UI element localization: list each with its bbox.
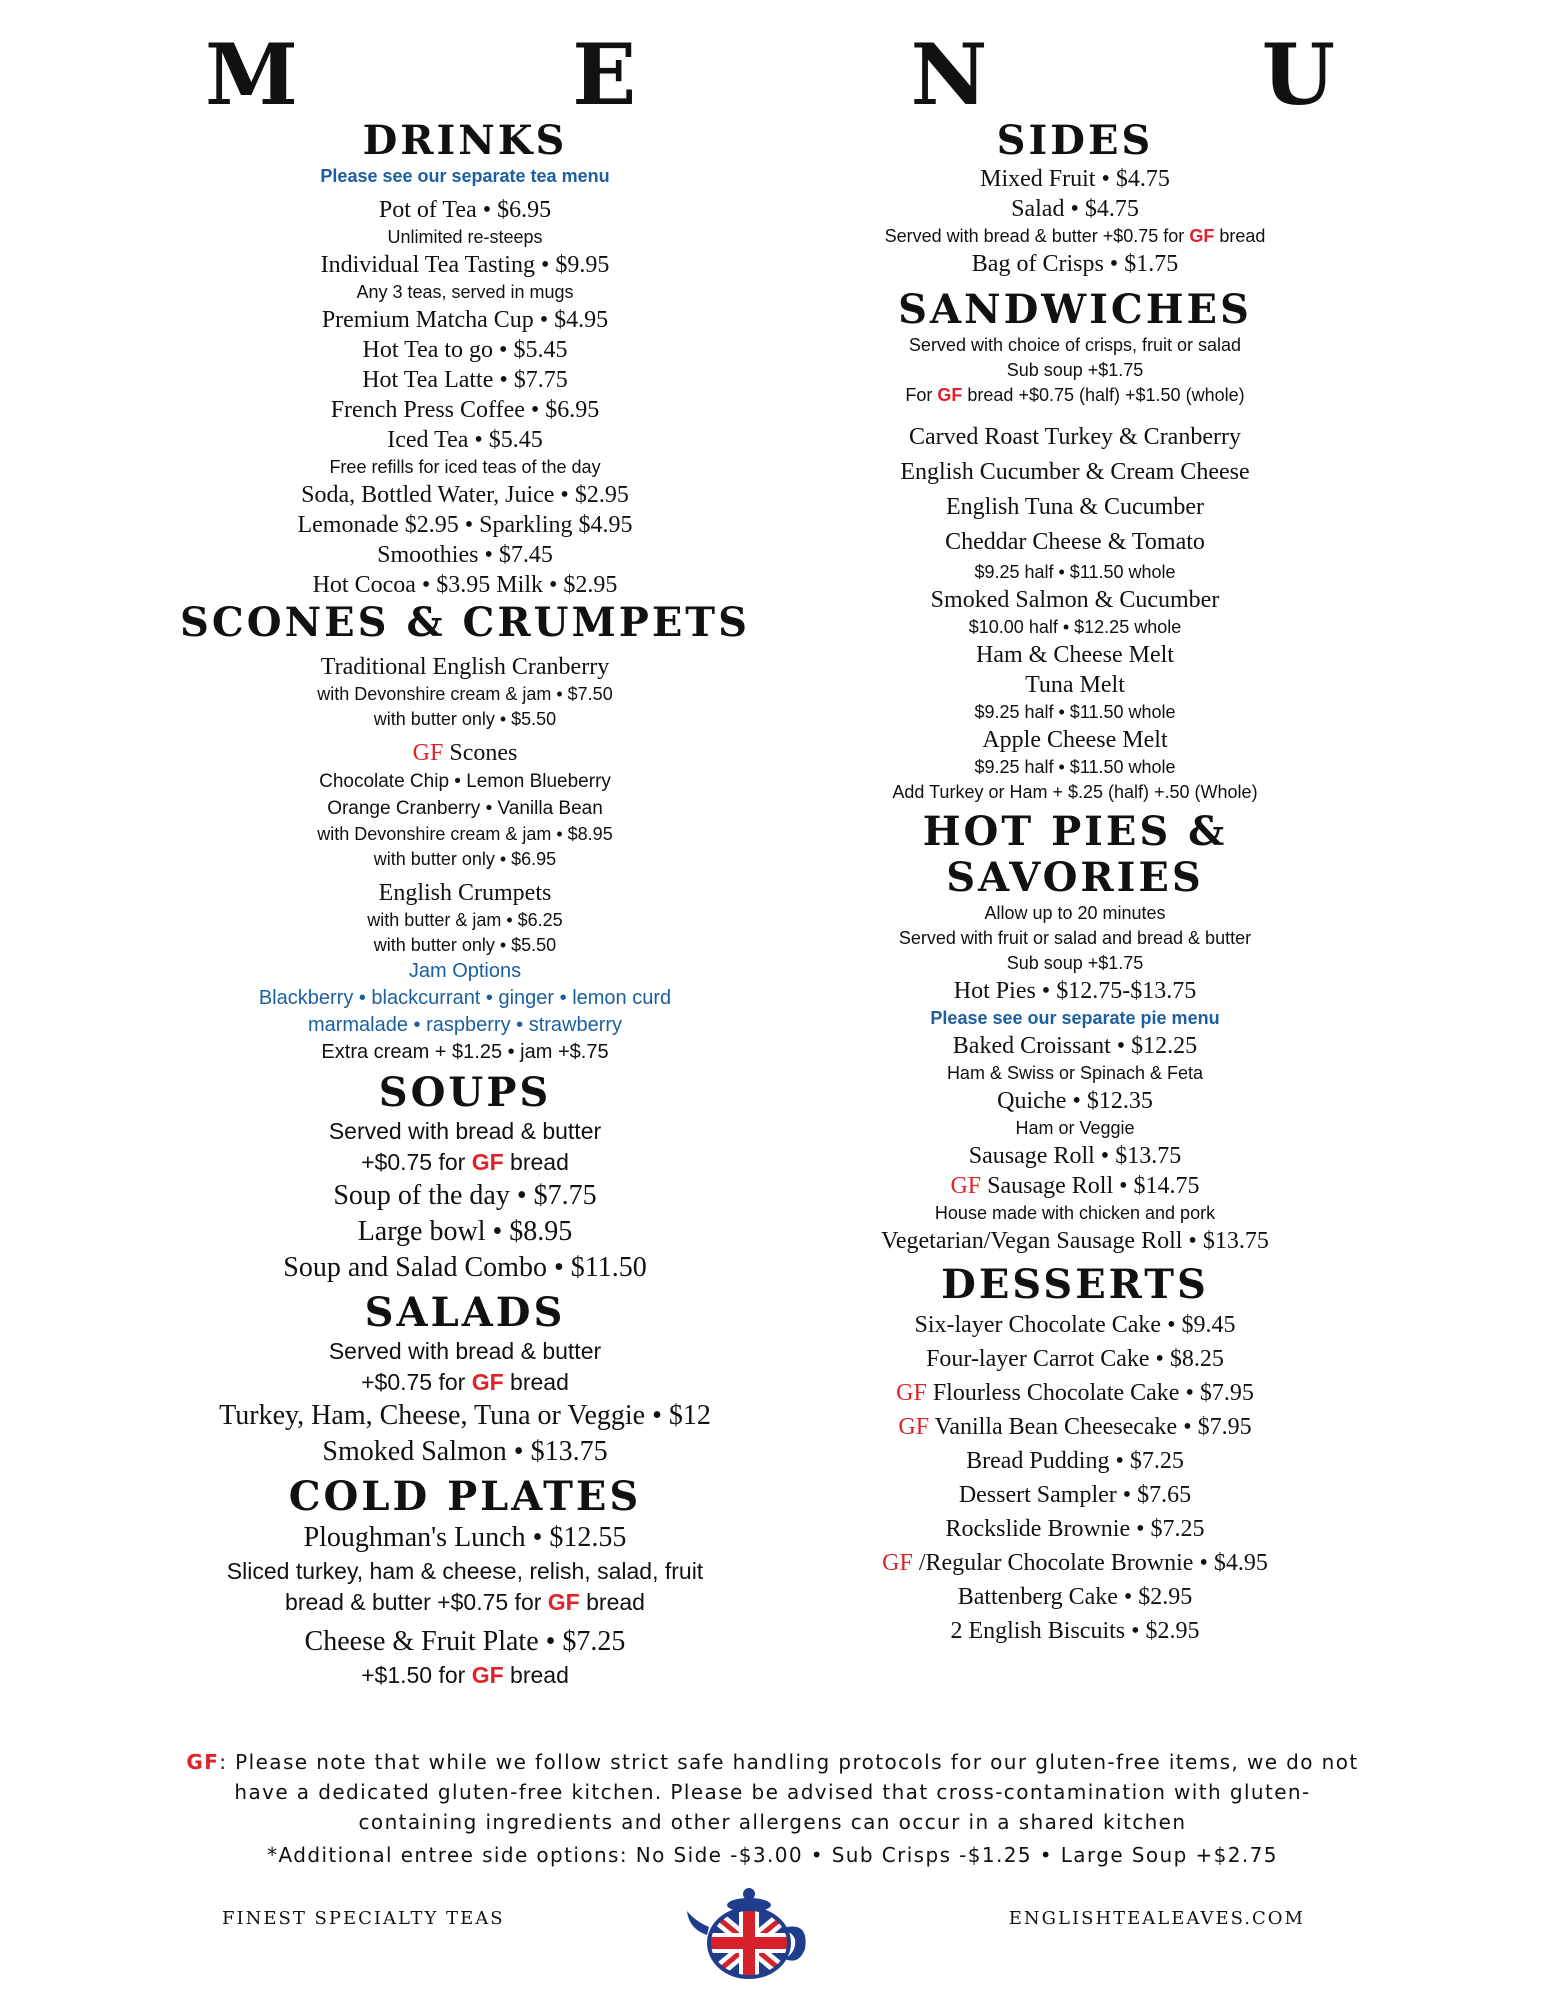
quiche: Quiche • $12.35: [997, 1088, 1153, 1114]
smoothies: Smoothies • $7.45: [377, 542, 553, 568]
soups-section: [175, 1070, 755, 1286]
cheese-fruit-plate: Cheese & Fruit Plate • $7.25: [304, 1626, 626, 1657]
cheese-plate-gf: +$1.50 for GF bread: [361, 1662, 569, 1688]
iced-tea-note: Free refills for iced teas of the day: [329, 457, 601, 477]
pie-menu-note: Please see our separate pie menu: [930, 1008, 1220, 1028]
english-crumpets: English Crumpets: [378, 880, 552, 906]
gf-label: GF: [547, 1589, 580, 1615]
tuna-cucumber: English Tuna & Cucumber: [945, 494, 1204, 520]
ploughmans-lunch: Ploughman's Lunch • $12.55: [303, 1522, 627, 1553]
soups-gf-bread: +$0.75 for GF bread: [361, 1149, 569, 1175]
entree-side-options: *Additional entree side options: No Side -$3.00 • Sub Crisps -$1.25 • Large Soup +$2.75: [267, 1843, 1278, 1867]
pies-title: HOT PIES & SAVORIES: [922, 808, 1228, 901]
gf-label: GF: [471, 1149, 504, 1175]
lemonade: Lemonade $2.95 • Sparkling $4.95: [297, 512, 633, 538]
soup-salad-combo: Soup and Salad Combo • $11.50: [283, 1252, 647, 1283]
pot-of-tea: Pot of Tea • $6.95: [378, 197, 552, 223]
gf-label: GF: [937, 385, 963, 405]
gf-sausage-roll: GF Sausage Roll • $14.75: [950, 1173, 1200, 1199]
baked-croissant: Baked Croissant • $12.25: [952, 1033, 1198, 1059]
cheddar-tomato: Cheddar Cheese & Tomato: [945, 529, 1205, 555]
gf-label: GF: [898, 1414, 930, 1440]
vegan-sausage-roll: Vegetarian/Vegan Sausage Roll • $13.75: [881, 1228, 1269, 1254]
dessert-sampler: Dessert Sampler • $7.65: [958, 1482, 1192, 1508]
sides-title: SIDES: [996, 117, 1154, 164]
sandwich-note-1: Served with choice of crisps, fruit or salad: [908, 335, 1242, 355]
jam-options-title: Jam Options: [408, 960, 522, 982]
gf-label: GF: [412, 740, 444, 766]
ploughman-desc: Sliced turkey, ham & cheese, relish, salad, fruit: [226, 1558, 704, 1584]
salads-title: SALADS: [364, 1289, 566, 1336]
gf-label: GF: [896, 1380, 927, 1406]
desserts-section: [800, 1262, 1350, 1648]
pies-note-2: Served with fruit or salad and bread & butter: [898, 928, 1252, 948]
sandwich-note-3: For GF bread +$0.75 (half) +$1.50 (whole): [905, 385, 1245, 405]
menu-letter-e: E: [572, 25, 637, 124]
cheesecake: GF Vanilla Bean Cheesecake • $7.95: [898, 1414, 1252, 1440]
pot-of-tea-note: Unlimited re-steeps: [387, 227, 543, 247]
hot-tea-to-go: Hot Tea to go • $5.45: [362, 337, 568, 363]
jam-list-2: marmalade • raspberry • strawberry: [307, 1014, 623, 1036]
cranberry-butter-price: with butter only • $5.50: [373, 709, 557, 729]
drinks-section: [175, 118, 755, 600]
gf-cream-price: with Devonshire cream & jam • $8.95: [317, 824, 613, 844]
chocolate-cake: Six-layer Chocolate Cake • $9.45: [914, 1312, 1236, 1338]
soups-served: Served with bread & butter: [328, 1118, 602, 1144]
sausage-roll: Sausage Roll • $13.75: [968, 1143, 1182, 1169]
tea-tasting-note: Any 3 teas, served in mugs: [356, 282, 574, 302]
menu-letter-n: N: [910, 25, 988, 124]
tea-tasting: Individual Tea Tasting • $9.95: [320, 252, 610, 278]
smoked-salmon-cucumber: Smoked Salmon & Cucumber: [930, 587, 1220, 613]
hot-cocoa: Hot Cocoa • $3.95 Milk • $2.95: [312, 572, 618, 598]
cranberry-cream-price: with Devonshire cream & jam • $7.50: [317, 684, 613, 704]
cold-plates-title: COLD PLATES: [288, 1473, 642, 1520]
apple-cheese-melt: Apple Cheese Melt: [982, 727, 1168, 753]
pies-note-3: Sub soup +$1.75: [1006, 953, 1144, 973]
scones-section: [175, 600, 755, 1066]
menu-letter-u: U: [1261, 25, 1335, 124]
footer-website[interactable]: ENGLISHTEALEAVES.COM: [1008, 1908, 1305, 1929]
mixed-fruit: Mixed Fruit • $4.75: [980, 166, 1170, 192]
sandwich-price-4: $9.25 half • $11.50 whole: [974, 757, 1176, 777]
gf-butter-price: with butter only • $6.95: [373, 849, 557, 869]
jam-list-1: Blackberry • blackcurrant • ginger • lemon curd: [258, 987, 672, 1009]
gf-scones: [175, 738, 755, 768]
sandwiches-title: SANDWICHES: [898, 286, 1252, 333]
disclaimer-text: : Please note that while we follow strict safe handling protocols for our gluten-free items, we do not have a dedicated gluten-free kitchen. Please be advised that cross-contamination with gluten-containing ingredients and other allergens can occur in a shared kitchen: [219, 1750, 1359, 1834]
sandwich-price-3: $9.25 half • $11.50 whole: [974, 702, 1176, 722]
extra-cream-jam: Extra cream + $1.25 • jam +$.75: [321, 1041, 609, 1063]
rockslide-brownie: Rockslide Brownie • $7.25: [945, 1516, 1205, 1542]
menu-title: [205, 25, 1335, 124]
sandwich-price-1: $9.25 half • $11.50 whole: [974, 562, 1176, 582]
crumpets-jam-price: with butter & jam • $6.25: [367, 910, 563, 930]
english-biscuits: 2 English Biscuits • $2.95: [950, 1618, 1200, 1644]
battenberg-cake: Battenberg Cake • $2.95: [957, 1584, 1193, 1610]
desserts-title: DESSERTS: [941, 1261, 1209, 1308]
soups-title: SOUPS: [378, 1069, 552, 1116]
iced-tea: Iced Tea • $5.45: [387, 427, 543, 453]
pies-section: [800, 809, 1350, 1256]
gf-disclaimer: [180, 1747, 1365, 1837]
turkey-cranberry: Carved Roast Turkey & Cranberry: [909, 424, 1241, 450]
right-column: [800, 118, 1350, 1648]
gf-label: GF: [1189, 226, 1215, 246]
bread-pudding: Bread Pudding • $7.25: [966, 1448, 1184, 1474]
gf-label: GF: [950, 1173, 982, 1199]
sandwich-price-2: $10.00 half • $12.25 whole: [968, 617, 1182, 637]
footer-tagline: FINEST SPECIALTY TEAS: [222, 1908, 505, 1929]
tea-menu-note: Please see our separate tea menu: [320, 166, 610, 186]
chocolate-brownie: GF /Regular Chocolate Brownie • $4.95: [882, 1550, 1268, 1576]
sides-section: [800, 118, 1350, 279]
ploughman-bread: bread & butter +$0.75 for GF bread: [285, 1589, 645, 1615]
left-column: [175, 118, 755, 1691]
sandwich-add-on: Add Turkey or Ham + $.25 (half) +.50 (Whole): [892, 782, 1258, 802]
soup-of-the-day: Soup of the day • $7.75: [333, 1180, 597, 1211]
tuna-melt: Tuna Melt: [1025, 672, 1125, 698]
side-salad-note: Served with bread & butter +$0.75 for GF bread: [884, 226, 1266, 246]
pies-note-1: Allow up to 20 minutes: [984, 903, 1166, 923]
scones-title: SCONES & CRUMPETS: [180, 599, 750, 646]
bag-of-crisps: Bag of Crisps • $1.75: [971, 251, 1179, 277]
cranberry-scone: Traditional English Cranberry: [320, 654, 610, 680]
salad-options: Turkey, Ham, Cheese, Tuna or Veggie • $12: [219, 1400, 711, 1431]
gf-label: GF: [186, 1750, 220, 1774]
sandwich-note-2: Sub soup +$1.75: [1006, 360, 1144, 380]
matcha-cup: Premium Matcha Cup • $4.95: [321, 307, 609, 333]
ham-cheese-melt: Ham & Cheese Melt: [976, 642, 1174, 668]
gf-scones-label: Scones: [443, 740, 518, 766]
drinks-title: DRINKS: [362, 117, 568, 164]
side-salad: Salad • $4.75: [1011, 196, 1139, 222]
gf-label: GF: [471, 1662, 504, 1688]
hot-pies: Hot Pies • $12.75-$13.75: [953, 978, 1197, 1004]
sausage-note: House made with chicken and pork: [934, 1203, 1216, 1223]
salads-served: Served with bread & butter: [328, 1338, 602, 1364]
smoked-salmon-salad: Smoked Salmon • $13.75: [322, 1436, 608, 1467]
gf-flavors-1: Chocolate Chip • Lemon Blueberry: [319, 771, 611, 792]
menu-letter-m: M: [205, 25, 298, 124]
croissant-note: Ham & Swiss or Spinach & Feta: [946, 1063, 1204, 1083]
cold-plates-section: [175, 1474, 755, 1691]
carrot-cake: Four-layer Carrot Cake • $8.25: [926, 1346, 1224, 1372]
soda: Soda, Bottled Water, Juice • $2.95: [301, 482, 629, 508]
salads-section: [175, 1290, 755, 1470]
large-bowl: Large bowl • $8.95: [357, 1216, 573, 1247]
french-press: French Press Coffee • $6.95: [330, 397, 600, 423]
gf-label: GF: [882, 1550, 913, 1576]
gf-flavors-2: Orange Cranberry • Vanilla Bean: [327, 798, 603, 819]
cucumber-cream-cheese: English Cucumber & Cream Cheese: [900, 459, 1250, 485]
union-jack-teapot-icon: [685, 1877, 813, 1987]
gf-label: GF: [471, 1369, 504, 1395]
flourless-cake: GF Flourless Chocolate Cake • $7.95: [896, 1380, 1254, 1406]
crumpets-butter-price: with butter only • $5.50: [373, 935, 557, 955]
sandwiches-section: [800, 287, 1350, 805]
salads-gf-bread: +$0.75 for GF bread: [361, 1369, 569, 1395]
hot-tea-latte: Hot Tea Latte • $7.75: [362, 367, 568, 393]
quiche-note: Ham or Veggie: [1015, 1118, 1135, 1138]
